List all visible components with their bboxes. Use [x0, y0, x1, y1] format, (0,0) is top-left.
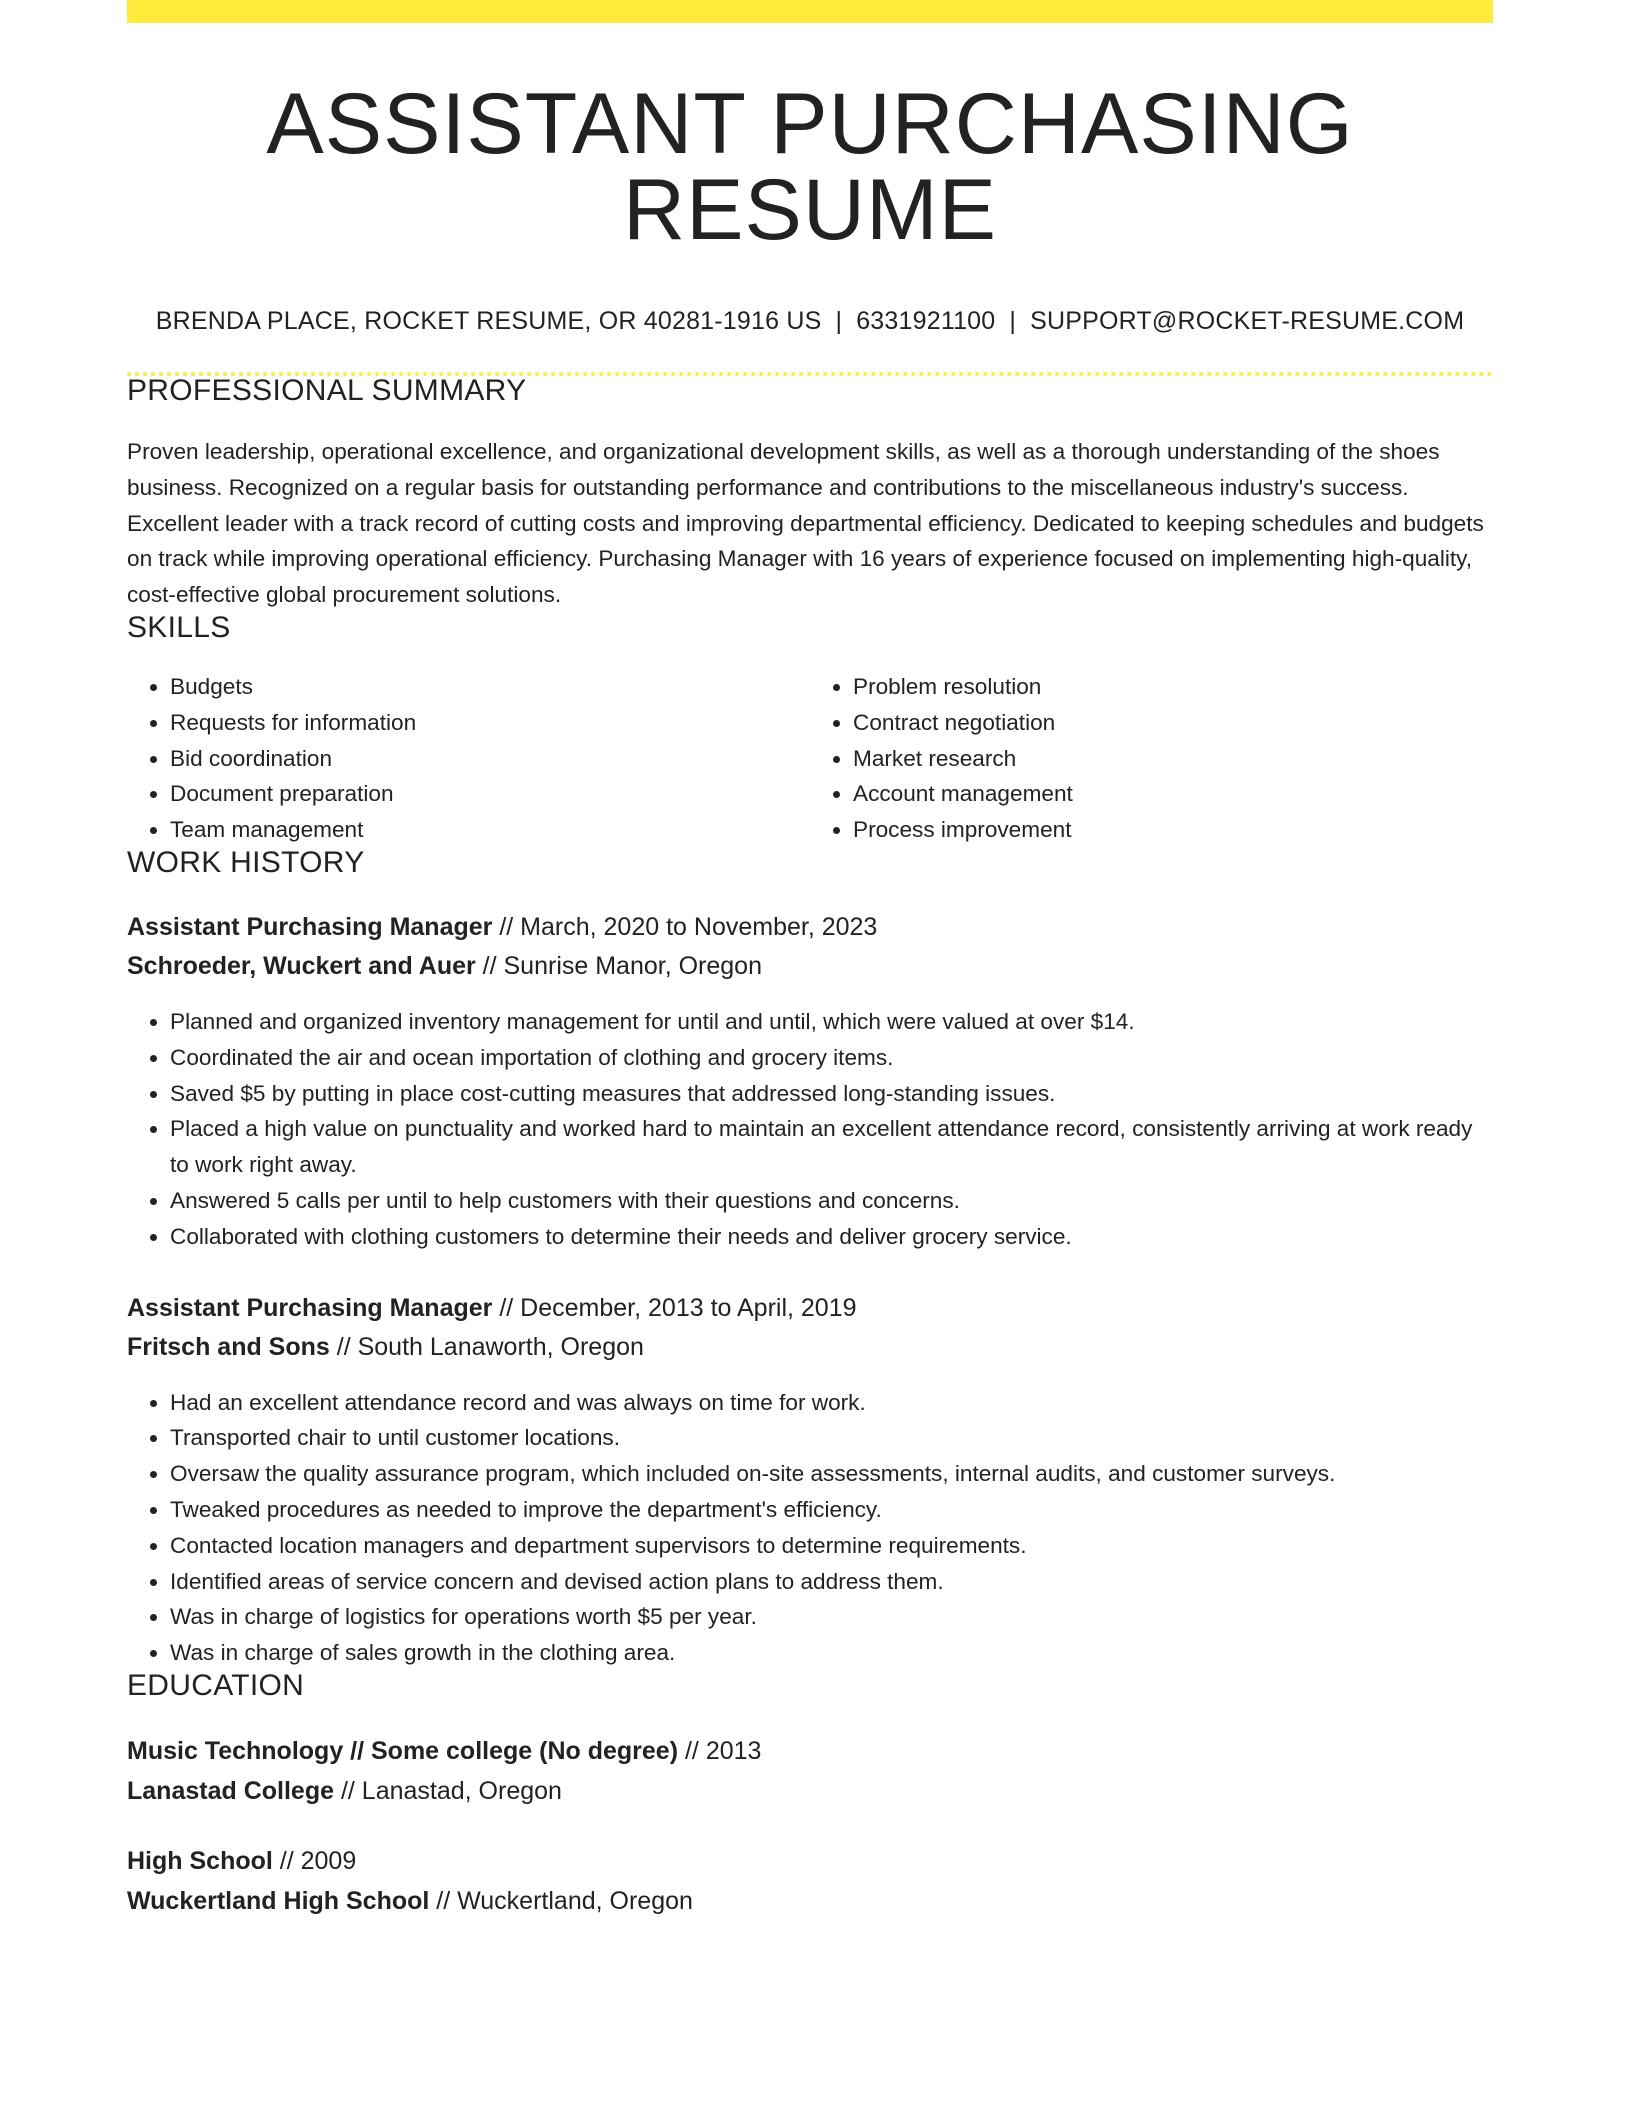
- job-company: Schroeder, Wuckert and Auer: [127, 951, 476, 980]
- education-school: Lanastad College: [127, 1776, 334, 1805]
- job-role-line: [127, 1289, 1493, 1328]
- skill-item: • Account management: [853, 776, 1493, 812]
- education-entry: [127, 1841, 1493, 1921]
- skills-list: [127, 669, 1493, 848]
- contact-separator: |: [835, 307, 843, 335]
- education-heading: EDUCATION: [127, 1668, 305, 1702]
- job-dates: // March, 2020 to November, 2023: [499, 912, 878, 941]
- list-item: • Was in charge of sales growth in the clothing area.: [170, 1635, 1493, 1671]
- contact-separator: |: [1009, 307, 1017, 335]
- education-location: // Lanastad, Oregon: [340, 1776, 562, 1805]
- list-item: • Placed a high value on punctuality and worked hard to maintain an excellent attendance record, consistently arriving at work ready to work right away.: [170, 1111, 1493, 1183]
- education-school-line: [127, 1881, 1493, 1921]
- education-year: // 2013: [684, 1736, 762, 1765]
- list-item: • Identified areas of service concern and devised action plans to address them.: [170, 1564, 1493, 1600]
- list-item: • Contacted location managers and department supervisors to determine requirements.: [170, 1528, 1493, 1564]
- list-item: • Collaborated with clothing customers to determine their needs and deliver grocery service.: [170, 1219, 1493, 1255]
- contact-address: BRENDA PLACE, ROCKET RESUME, OR 40281-1916 US: [155, 307, 822, 335]
- education-degree: High School: [127, 1846, 273, 1875]
- education-entry: [127, 1731, 1493, 1811]
- job-role: Assistant Purchasing Manager: [127, 912, 493, 941]
- skill-item: • Market research: [853, 741, 1493, 777]
- job-location: // South Lanaworth, Oregon: [336, 1332, 644, 1361]
- list-item: • Saved $5 by putting in place cost-cutting measures that addressed long-standing issues.: [170, 1076, 1493, 1112]
- work-history-heading: WORK HISTORY: [127, 845, 365, 879]
- summary-heading: PROFESSIONAL SUMMARY: [127, 374, 527, 407]
- job-role: Assistant Purchasing Manager: [127, 1293, 493, 1322]
- job-header: [127, 1289, 1493, 1367]
- job-company: Fritsch and Sons: [127, 1332, 330, 1361]
- job-duties-list: [127, 1385, 1493, 1671]
- education-school: Wuckertland High School: [127, 1886, 430, 1915]
- resume-title: ASSISTANT PURCHASING RESUME: [266, 76, 1354, 258]
- skill-item: • Problem resolution: [853, 669, 1493, 705]
- education-degree-line: [127, 1731, 1493, 1771]
- contact-line: [127, 309, 1493, 334]
- skills-heading: SKILLS: [127, 610, 231, 644]
- education-location: // Wuckertland, Oregon: [436, 1886, 693, 1915]
- list-item: • Answered 5 calls per until to help customers with their questions and concerns.: [170, 1183, 1493, 1219]
- skill-item: • Budgets: [170, 669, 810, 705]
- list-item: • Planned and organized inventory management for until and until, which were valued at over $14.: [170, 1004, 1493, 1040]
- skills-column-right: [810, 669, 1493, 848]
- contact-email: SUPPORT@ROCKET-RESUME.COM: [1030, 307, 1465, 335]
- resume-page: [127, 0, 1493, 1921]
- list-item: • Tweaked procedures as needed to improve the department's efficiency.: [170, 1492, 1493, 1528]
- skill-item: • Requests for information: [170, 705, 810, 741]
- skill-item: • Process improvement: [853, 812, 1493, 848]
- skills-column-left: [127, 669, 810, 848]
- education-degree-line: [127, 1841, 1493, 1881]
- summary-text: Proven leadership, operational excellence, and organizational development skills, as well as a thorough understanding of the shoes business. Recognized on a regular basis for outstanding performance and contributions to the miscellaneous industry's success. Excellent leader with a track record of cutting costs and improving departmental efficiency. Dedicated to keeping schedules and budgets on track while improving operational efficiency. Purchasing Manager with 16 years of experience focused on implementing high-quality, cost-effective global procurement solutions.: [127, 439, 1484, 608]
- list-item: • Was in charge of logistics for operations worth $5 per year.: [170, 1599, 1493, 1635]
- job-role-line: [127, 908, 1493, 947]
- education-school-line: [127, 1771, 1493, 1811]
- skill-item: • Team management: [170, 812, 810, 848]
- skill-item: • Bid coordination: [170, 741, 810, 777]
- job-dates: // December, 2013 to April, 2019: [499, 1293, 857, 1322]
- list-item: • Had an excellent attendance record and was always on time for work.: [170, 1385, 1493, 1421]
- job-header: [127, 908, 1493, 986]
- education-year: // 2009: [279, 1846, 357, 1875]
- list-item: • Oversaw the quality assurance program, which included on-site assessments, internal audits, and customer surveys.: [170, 1456, 1493, 1492]
- job-company-line: [127, 1328, 1493, 1367]
- education-degree: Music Technology // Some college (No degree): [127, 1736, 679, 1765]
- list-item: • Coordinated the air and ocean importation of clothing and grocery items.: [170, 1040, 1493, 1076]
- skill-item: • Document preparation: [170, 776, 810, 812]
- contact-phone: 6331921100: [856, 307, 996, 335]
- job-company-line: [127, 947, 1493, 986]
- job-duties-list: [127, 1004, 1493, 1255]
- job-location: // Sunrise Manor, Oregon: [482, 951, 762, 980]
- top-accent-bar: [127, 0, 1493, 23]
- skill-item: • Contract negotiation: [853, 705, 1493, 741]
- list-item: • Transported chair to until customer locations.: [170, 1420, 1493, 1456]
